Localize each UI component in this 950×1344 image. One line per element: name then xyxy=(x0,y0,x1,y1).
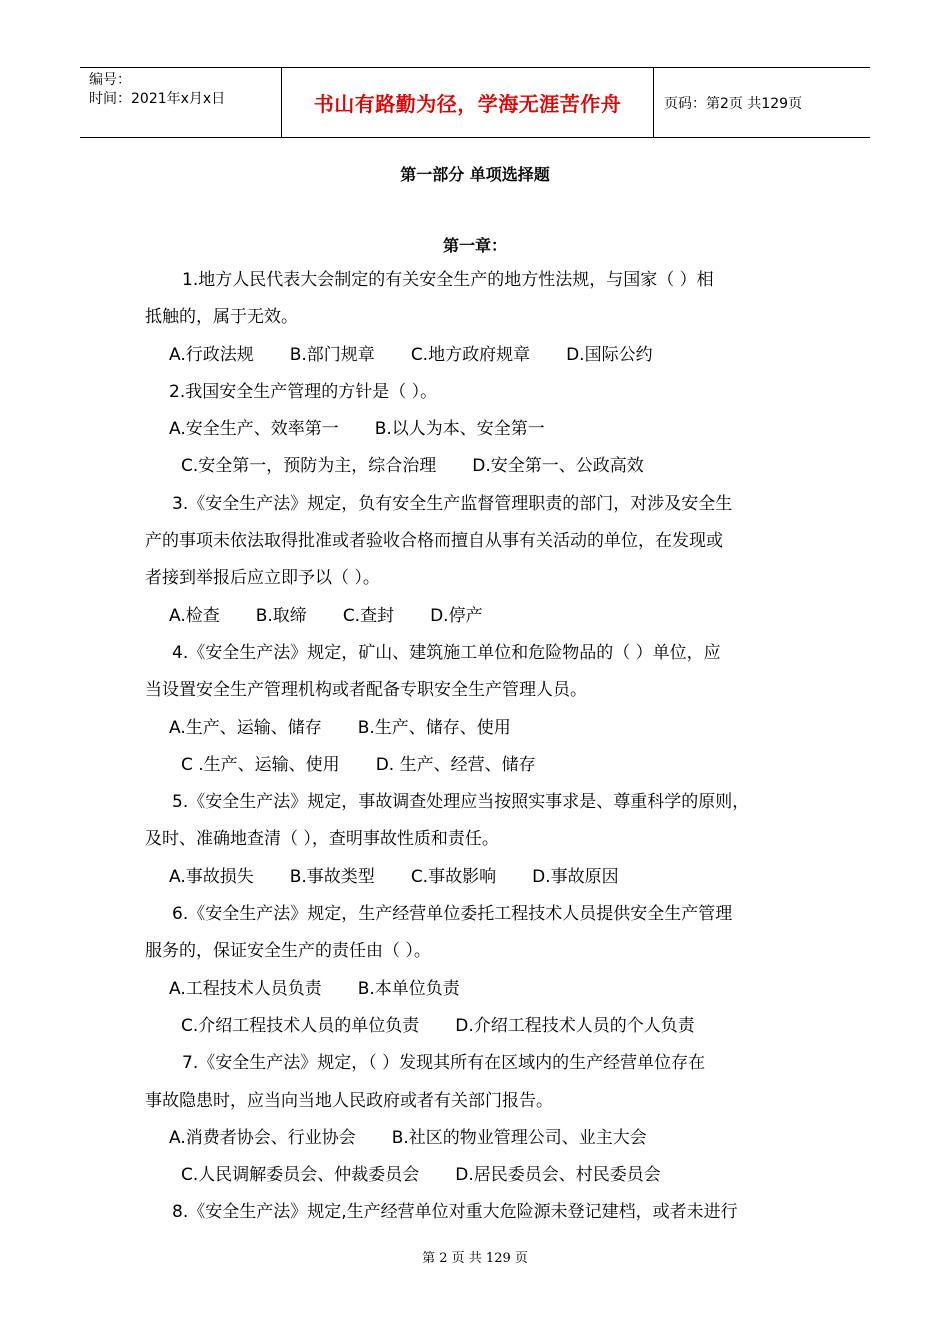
header-table xyxy=(80,67,870,138)
option: D.居民委员会、村民委员会 xyxy=(455,1165,661,1186)
question-3-text-cont: 者接到举报后应立即予以（ ）。 xyxy=(145,568,380,589)
document-time-label: 时间：2021年x月x日 xyxy=(89,91,226,107)
option: B.社区的物业管理公司、业主大会 xyxy=(391,1127,647,1148)
page-footer: 第 2 页 共 129 页 xyxy=(422,1251,528,1266)
question-7-options-b xyxy=(145,1157,825,1194)
question-5-text: 5.《安全生产法》规定，事故调查处理应当按照实事求是、尊重科学的原则， xyxy=(172,792,750,813)
option: D.介绍工程技术人员的个人负责 xyxy=(455,1015,695,1036)
question-6-options-a xyxy=(145,971,825,1008)
question-4-text: 4.《安全生产法》规定，矿山、建筑施工单位和危险物品的（ ）单位，应 xyxy=(172,642,721,663)
option: B.事故类型 xyxy=(289,866,375,887)
question-3-text: 3.《安全生产法》规定，负有安全生产监督管理职责的部门，对涉及安全生 xyxy=(172,493,733,514)
question-7-text: 7.《安全生产法》规定，（ ）发现其所有在区域内的生产经营单位存在 xyxy=(182,1053,706,1074)
question-7-options-a xyxy=(145,1120,825,1157)
part-title: 第一部分 单项选择题 xyxy=(400,165,550,184)
question-6-text-cont: 服务的，保证安全生产的责任由（ ）。 xyxy=(145,941,431,962)
question-2-text: 2.我国安全生产管理的方针是（ ）。 xyxy=(169,381,438,402)
option: D. 生产、经营、储存 xyxy=(375,754,536,775)
question-7-text-cont: 事故隐患时，应当向当地人民政府或者有关部门报告。 xyxy=(145,1090,553,1111)
option: C .生产、运输、使用 xyxy=(181,754,340,775)
document-number-label: 编号： xyxy=(89,72,131,88)
option: C.查封 xyxy=(342,605,395,626)
question-4-options-a xyxy=(145,710,825,747)
option: C.地方政府规章 xyxy=(410,344,531,365)
option: C.事故影响 xyxy=(410,866,497,887)
option: B.以人为本、安全第一 xyxy=(374,419,545,440)
header-motto: 书山有路勤为径，学海无涯苦作舟 xyxy=(313,92,622,116)
question-5-text-cont: 及时、准确地查清（ ），查明事故性质和责任。 xyxy=(145,829,499,850)
question-list xyxy=(145,262,825,1232)
option: C.安全第一，预防为主，综合治理 xyxy=(181,456,437,477)
chapter-title: 第一章： xyxy=(442,236,507,255)
option: B.生产、储存、使用 xyxy=(357,717,511,738)
question-4-text-cont: 当设置安全生产管理机构或者配备专职安全生产管理人员。 xyxy=(145,680,587,701)
option: A.安全生产、效率第一 xyxy=(169,419,339,440)
question-1-options xyxy=(145,337,825,374)
option: A.行政法规 xyxy=(169,344,254,365)
header-motto-cell xyxy=(282,68,654,137)
question-6-options-b xyxy=(145,1008,825,1045)
option: D.事故原因 xyxy=(532,866,619,887)
question-2-options-b xyxy=(145,448,825,485)
question-5-options xyxy=(145,859,825,896)
option: C.人民调解委员会、仲裁委员会 xyxy=(181,1165,420,1186)
option: D.安全第一、公政高效 xyxy=(472,456,644,477)
option: A.消费者协会、行业协会 xyxy=(169,1127,356,1148)
option: B.部门规章 xyxy=(289,344,375,365)
question-1-text: 1.地方人民代表大会制定的有关安全生产的地方性法规，与国家（ ）相 xyxy=(182,270,714,290)
question-6-text: 6.《安全生产法》规定，生产经营单位委托工程技术人员提供安全生产管理 xyxy=(172,904,733,925)
option: A.检查 xyxy=(169,605,220,626)
option: A.事故损失 xyxy=(169,866,254,887)
question-3-options xyxy=(145,598,825,635)
question-3-text-cont: 产的事项未依法取得批准或者验收合格而擅自从事有关活动的单位，在发现或 xyxy=(145,531,723,552)
option: A.生产、运输、储存 xyxy=(169,717,322,738)
option: D.国际公约 xyxy=(566,344,653,365)
option: B.取缔 xyxy=(255,605,307,626)
page-indicator: 页码：第2页 共129页 xyxy=(664,95,803,112)
question-2-options-a xyxy=(145,411,825,448)
question-8-text: 8.《安全生产法》规定,生产经营单位对重大危险源未登记建档，或者未进行 xyxy=(172,1202,738,1223)
header-meta xyxy=(80,68,282,137)
question-4-options-b xyxy=(145,747,825,784)
option: A.工程技术人员负责 xyxy=(169,978,322,999)
option: C.介绍工程技术人员的单位负责 xyxy=(181,1015,420,1036)
option: B.本单位负责 xyxy=(357,978,460,999)
question-1-text-cont: 抵触的，属于无效。 xyxy=(145,307,298,328)
option: D.停产 xyxy=(430,605,483,626)
header-page-cell xyxy=(654,68,870,137)
